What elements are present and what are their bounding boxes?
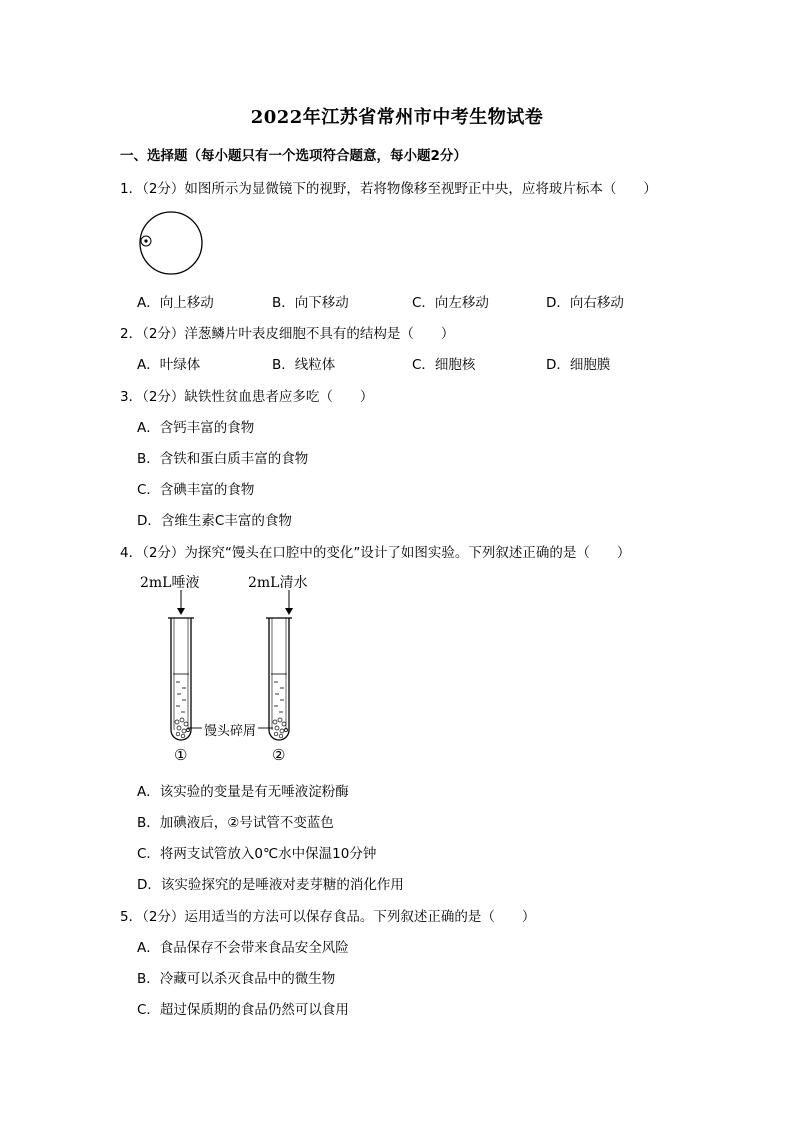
- tube-2-reagent-label: 2mL清水: [248, 575, 308, 591]
- q1-option-d: D．向右移动: [546, 295, 624, 311]
- q1-option-c: C．向左移动: [412, 295, 489, 311]
- tube-1-arrow-icon: [177, 608, 185, 615]
- q2-option-b: B．线粒体: [272, 357, 336, 373]
- question-2-stem: 2．（2分）洋葱鳞片叶表皮细胞不具有的结构是（ ）: [120, 326, 455, 342]
- q3-option-b: B．含铁和蛋白质丰富的食物: [137, 451, 309, 467]
- q4-option-b: B．加碘液后，②号试管不变蓝色: [137, 815, 334, 831]
- q3-option-a: A．含钙丰富的食物: [137, 420, 255, 436]
- bread-crumbs-label: 馒头碎屑: [204, 724, 257, 739]
- question-4-stem: 4．（2分）为探究“馒头在口腔中的变化”设计了如图实验。下列叙述正确的是（ ）: [120, 545, 631, 561]
- tube-2-number: ②: [272, 746, 286, 764]
- q2-option-c: C．细胞核: [412, 357, 476, 373]
- field-of-view-circle: [140, 212, 202, 274]
- test-tube-2: [266, 618, 292, 740]
- q2-option-a: A．叶绿体: [137, 357, 201, 373]
- tube-1-reagent-label: 2mL唾液: [140, 575, 200, 591]
- question-3-stem: 3．（2分）缺铁性贫血患者应多吃（ ）: [120, 389, 374, 405]
- test-tube-1: [168, 618, 194, 740]
- q3-option-d: D．含维生素C丰富的食物: [137, 513, 292, 529]
- test-tube-figure: [136, 570, 316, 770]
- q5-option-c: C．超过保质期的食品仍然可以食用: [137, 1002, 349, 1018]
- q4-option-c: C．将两支试管放入0℃水中保温10分钟: [137, 846, 377, 862]
- test-tubes-drawing: [136, 570, 316, 770]
- section-heading: 一、选择题（每小题只有一个选项符合题意，每小题2分）: [120, 148, 467, 164]
- q4-option-d: D．该实验探究的是唾液对麦芽糖的消化作用: [137, 877, 404, 893]
- q3-option-c: C．含碘丰富的食物: [137, 482, 255, 498]
- q4-option-a: A．该实验的变量是有无唾液淀粉酶: [137, 784, 349, 800]
- question-5-stem: 5．（2分）运用适当的方法可以保存食品。下列叙述正确的是（ ）: [120, 909, 536, 925]
- q1-option-b: B．向下移动: [272, 295, 349, 311]
- q2-option-d: D．细胞膜: [546, 357, 611, 373]
- question-1-stem: 1．（2分）如图所示为显微镜下的视野，若将物像移至视野正中央，应将玻片标本（ ）: [120, 181, 657, 197]
- exam-title: 2022年江苏省常州市中考生物试卷: [250, 107, 544, 128]
- microscope-field-figure: [136, 209, 206, 277]
- q5-option-b: B．冷藏可以杀灭食品中的微生物: [137, 971, 336, 987]
- q1-option-a: A．向上移动: [137, 295, 214, 311]
- tube-1-number: ①: [174, 746, 188, 764]
- specimen-dot: [144, 239, 147, 242]
- tube-2-arrow-icon: [285, 608, 293, 615]
- q5-option-a: A．食品保存不会带来食品安全风险: [137, 940, 349, 956]
